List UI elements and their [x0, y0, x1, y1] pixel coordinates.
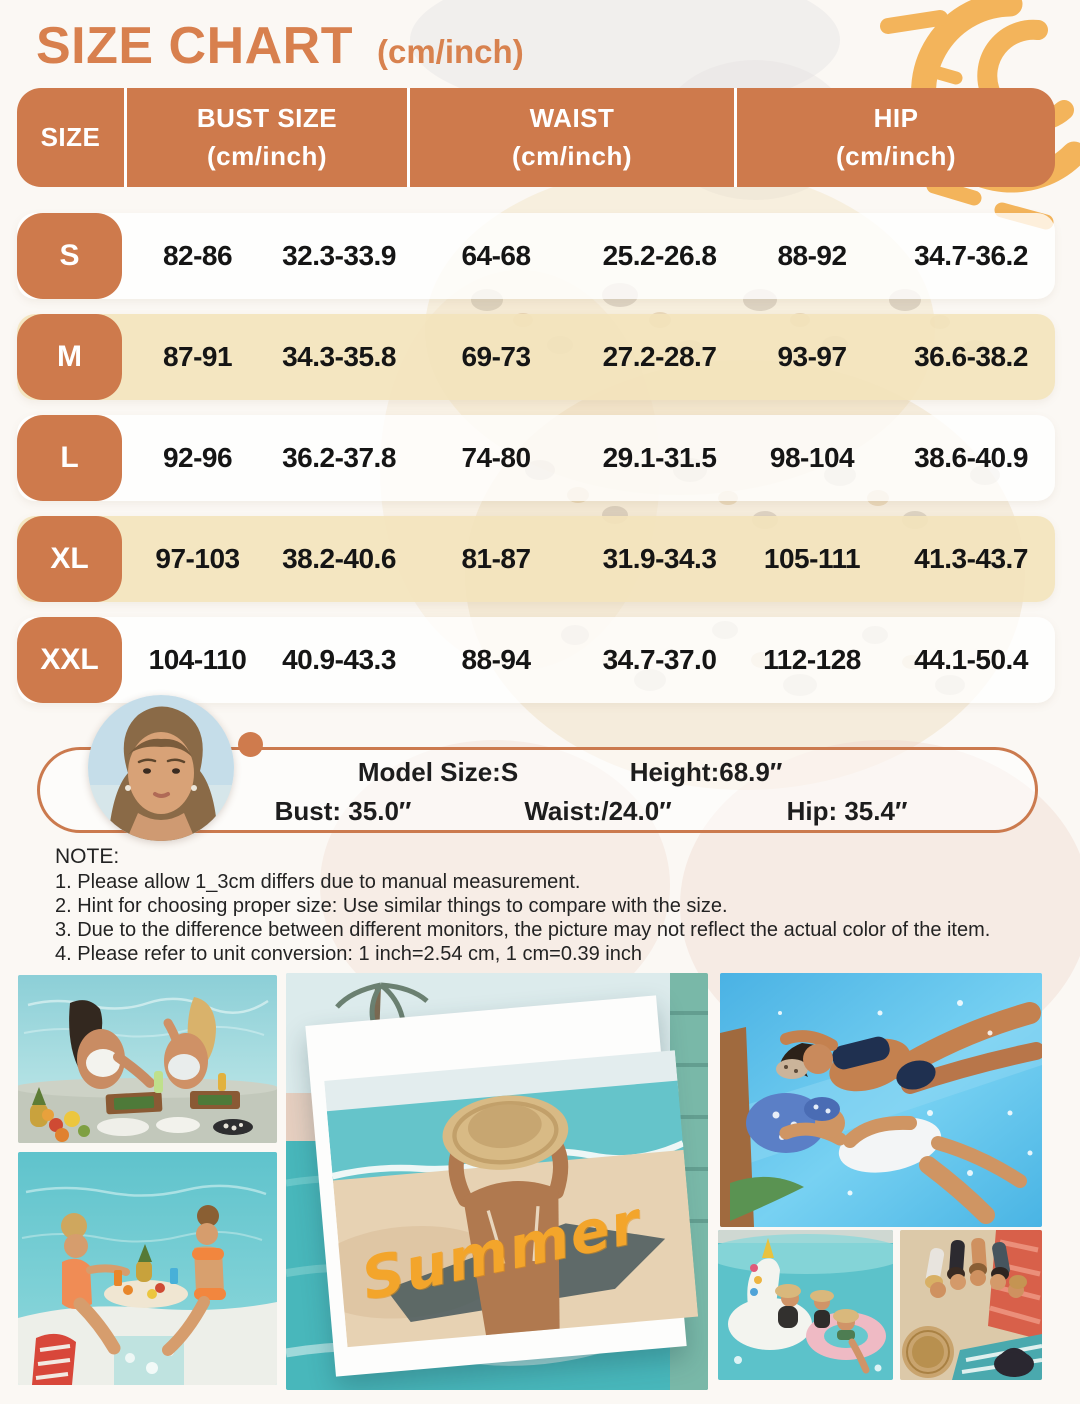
hip-inch-value: 36.6-38.2	[914, 341, 1028, 372]
note-item: 3. Due to the difference between different monitors, the picture may not reflect the actual color of the item.	[55, 919, 991, 941]
photo-beach-polaroid-scene	[286, 973, 708, 1390]
waist-inch-value: 27.2-28.7	[602, 341, 717, 372]
hip-cm-value: 98-104	[769, 442, 855, 473]
waist-inch-value: 34.7-37.0	[602, 644, 717, 675]
photo-friends-pool-float	[18, 1152, 277, 1385]
bust-cm-value: 97-103	[155, 543, 240, 574]
hip-cm-value: 88-92	[777, 240, 847, 271]
table-row-xxl	[17, 617, 1055, 703]
bust-inch-value: 40.9-43.3	[282, 644, 396, 675]
model-bust-text: Bust: 35.0″	[274, 796, 412, 826]
page-title	[36, 16, 524, 76]
size-label: S	[59, 239, 80, 272]
size-pill	[17, 617, 122, 703]
waist-cm-value: 74-80	[461, 442, 531, 473]
size-pill	[17, 415, 122, 501]
model-height-text: Height:68.9″	[629, 757, 783, 787]
hip-inch-value: 34.7-36.2	[914, 240, 1028, 271]
table-row-l	[17, 415, 1055, 501]
bust-cm-value: 82-86	[162, 240, 233, 271]
polaroid-frame	[305, 995, 686, 1376]
table-row-s	[17, 213, 1055, 299]
photo-pool-breakfast	[18, 975, 277, 1143]
column-header-size	[17, 88, 127, 187]
column-header-hip	[737, 88, 1055, 187]
waist-inch-value: 31.9-34.3	[602, 543, 717, 574]
connector-dot	[238, 732, 263, 757]
hip-cm-value: 112-128	[763, 644, 861, 675]
title-unit-text: (cm/inch)	[377, 33, 524, 70]
size-pill	[17, 213, 122, 299]
size-label: L	[60, 441, 79, 474]
hip-cm-value: 105-111	[763, 543, 861, 574]
bust-inch-value: 32.3-33.9	[282, 240, 396, 271]
note-item: 2. Hint for choosing proper size: Use similar things to compare with the size.	[55, 895, 728, 917]
size-label: XXL	[40, 643, 99, 676]
column-header-size-label: SIZE	[40, 122, 101, 152]
bust-cm-value: 87-91	[162, 341, 233, 372]
size-label: M	[57, 340, 82, 373]
column-header-hip-unit: (cm/inch)	[835, 141, 957, 171]
photo-pool-relaxing	[720, 973, 1042, 1227]
title-text: SIZE CHART	[36, 17, 353, 75]
note-item: 1. Please allow 1_3cm differs due to manual measurement.	[55, 871, 581, 893]
column-header-waist	[410, 88, 737, 187]
size-pill	[17, 516, 122, 602]
notes-heading: NOTE:	[55, 845, 120, 868]
model-face-illustration	[88, 695, 234, 841]
notes-section	[55, 844, 990, 966]
waist-cm-value: 64-68	[461, 240, 531, 271]
bust-cm-value: 92-96	[162, 442, 233, 473]
size-label: XL	[50, 542, 89, 575]
table-row-m	[17, 314, 1055, 400]
waist-inch-value: 29.1-31.5	[602, 442, 717, 473]
hip-cm-value: 93-97	[777, 341, 847, 372]
bust-inch-value: 36.2-37.8	[282, 442, 396, 473]
waist-cm-value: 88-94	[461, 644, 531, 675]
column-header-bust	[127, 88, 410, 187]
bust-inch-value: 34.3-35.8	[282, 341, 396, 372]
column-header-waist-label: WAIST	[529, 103, 615, 133]
size-pill	[17, 314, 122, 400]
column-header-hip-label: HIP	[873, 103, 919, 133]
note-item: 4. Please refer to unit conversion: 1 inch=2.54 cm, 1 cm=0.39 inch	[55, 943, 642, 965]
waist-inch-value: 25.2-26.8	[602, 240, 717, 271]
table-header	[17, 88, 1055, 187]
hip-inch-value: 41.3-43.7	[914, 543, 1028, 574]
column-header-waist-unit: (cm/inch)	[511, 141, 633, 171]
model-photo	[88, 695, 234, 841]
bust-cm-value: 104-110	[148, 644, 247, 675]
model-size-text: Model Size:S	[357, 757, 519, 787]
model-waist-text: Waist:/24.0″	[524, 796, 672, 826]
hip-inch-value: 44.1-50.4	[914, 644, 1028, 675]
column-header-bust-unit: (cm/inch)	[206, 141, 328, 171]
summer-caption: Summer	[355, 1187, 648, 1314]
photo-beach-group	[900, 1230, 1042, 1380]
bust-inch-value: 38.2-40.6	[282, 543, 396, 574]
waist-cm-value: 81-87	[461, 543, 531, 574]
photo-pool-floats-party	[718, 1230, 893, 1380]
column-header-bust-label: BUST SIZE	[196, 103, 338, 133]
model-hip-text: Hip: 35.4″	[786, 796, 908, 826]
hip-inch-value: 38.6-40.9	[914, 442, 1028, 473]
table-row-xl	[17, 516, 1055, 602]
waist-cm-value: 69-73	[461, 341, 531, 372]
